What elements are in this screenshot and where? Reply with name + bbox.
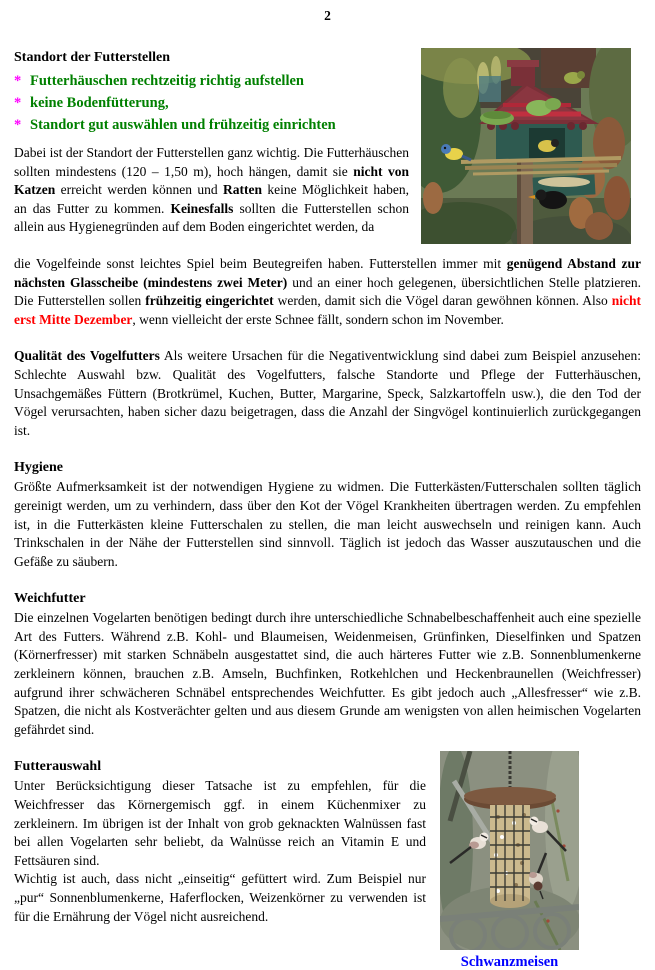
birdhouse-photo-illustration — [421, 48, 631, 244]
bullet-text: keine Bodenfütterung, — [30, 95, 169, 111]
section-heading-standort: Standort der Futterstellen — [14, 50, 171, 65]
page-number: 2 — [324, 8, 331, 23]
bullet-item — [14, 92, 409, 114]
bullet-item — [14, 70, 409, 92]
section-heading-weichfutter: Weichfutter — [14, 591, 86, 607]
feeder-photo-figure — [440, 751, 579, 970]
paragraph-standort-location: Dabei ist der Standort der Futterstellen ganz wichtig. Die Futterhäuschen sollten mindestens (120 – 1,50 m), hoch hängen, damit sie nicht von Katzen erreicht werden können und Ratten keine Möglichkeit haben, an das Futter zu kommen. Keinesfalls sollten die Futterstellen schon allein aus Hygienegründen auf dem Boden eingerichtet werden, da — [14, 145, 409, 235]
section-heading-futterauswahl: Futterauswahl — [14, 759, 102, 775]
bullet-text: Futterhäuschen rechtzeitig richtig aufstellen — [30, 73, 304, 89]
birdhouse-photo — [421, 48, 631, 244]
photo-caption: Schwanzmeisen — [460, 954, 559, 970]
paragraph-futterauswahl-2: Wichtig ist auch, dass nicht „einseitig“ gefüttert wird. Zum Beispiel nur „pur“ Sonnenblumenkerne, Haferflocken, Weizenkörner zu verwenden ist für die Ernährung der Vögel nicht ausreichend. — [14, 871, 426, 924]
paragraph-standort-distance: die Vogelfeinde sonst leichtes Spiel beim Beutegreifen haben. Futterstellen immer mit genügend Abstand zur nächsten Glasscheibe (mindestens zwei Meter) und an einer hoch gelegenen, übersichtlichen Stelle platzieren. Die Futterstellen sollen frühzeitig eingerichtet werden, damit sich die Vögel daran gewöhnen können. Also nicht erst Mitte Dezember, wenn vielleicht der erste Schnee fällt, sondern schon im November. — [14, 255, 641, 327]
bullet-marker: * — [14, 95, 22, 111]
paragraph-weichfutter: Die einzelnen Vogelarten benötigen bedingt durch ihre unterschiedliche Schnabelbeschaffenheit auch eine spezielle Art des Futters. Während z.B. Kohl- und Blaumeisen, Weidenmeisen, Grünfinken, Dieselfinken und Spatzen (Körnerfresser) mit starken Schnäbeln ausgestattet sind, die auch härteres Futter wie z.B. Sonnenblumenkerne zerkleinern können, brauchen z.B. Amseln, Buchfinken, Rotkehlchen und Heckenbraunellen (Weichfresser) aufgrund ihrer schwächeren Schnäbel entsprechendes Weichfutter. Es gibt jedoch auch „Allesfresser“ wie z.B. Spatzen, die nicht als Kostverächter gelten und aus diesem Grunde am wenigsten von allen heimischen Vogelarten gefährdet sind. — [14, 610, 641, 737]
bullet-text: Standort gut auswählen und frühzeitig einrichten — [30, 117, 336, 133]
tube-feeder-photo-illustration — [440, 751, 579, 950]
bullet-item — [14, 114, 409, 136]
bullet-marker: * — [14, 73, 22, 89]
section-heading-hygiene: Hygiene — [14, 460, 63, 476]
paragraph-hygiene: Größte Aufmerksamkeit ist der notwendigen Hygiene zu widmen. Die Futterkästen/Futterschalen sollten täglich gereinigt werden, um zu verhindern, dass über den Kot der Vögel Krankheiten übertragen werden. Zu empfehlen ist, in die Futterkästen kleine Futterschalen zu stellen, die man leicht auswechseln und reinigen kann. Auch Trinkschalen in der Nähe der Futterstellen sind sinnvoll. Täglich ist jedoch das Wasser auszutauschen und die Gefäße zu säubern. — [14, 479, 641, 569]
bullet-marker: * — [14, 117, 22, 133]
paragraph-futterauswahl-1: Unter Berücksichtigung dieser Tatsache ist zu empfehlen, für die Weichfresser das Körnergemisch ggf. in einem Küchenmixer zu zerkleinern. Im übrigen ist der Inhalt von grob geknackten Walnüssen fast bei allen Vogelarten sehr beliebt, da Walnüsse reich an Vitamin E und Fettsäuren sind. — [14, 778, 426, 868]
paragraph-qualitaet: Qualität des Vogelfutters Als weitere Ursachen für die Negativentwicklung sind dabei zum Beispiel anzusehen: Schlechte Auswahl bzw. Qualität des Vogelfutters, falsche Standorte und Pflege der Futterhäuschen, Unsachgemäßes Füttern (Brotkrümel, Kuchen, Butter, Margarine, Speck, Salzkartoffeln usw.), die den Tod der Vögel verursachten, haben sicher dazu beigetragen, dass die Anzahl der Singvögel kontinuierlich zurückgegangen ist. — [14, 348, 642, 438]
